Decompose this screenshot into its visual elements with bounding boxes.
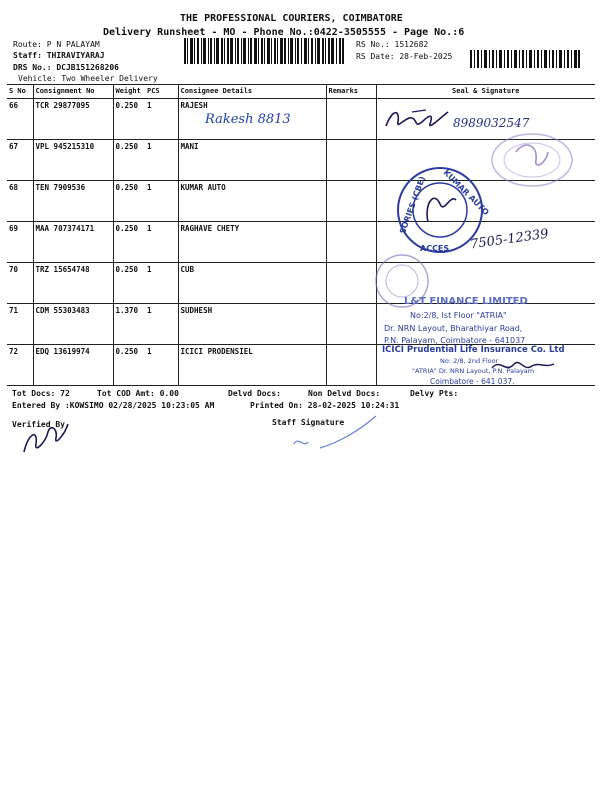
cell-consignment: MAA 707374171: [33, 222, 113, 263]
handwritten-phone: 8989032547: [453, 116, 530, 130]
route: Route: P N PALAYAM: [13, 40, 100, 49]
cell-weight: 0.250: [113, 140, 145, 181]
cell-weight: 0.250: [113, 263, 145, 304]
signature-icon: [488, 354, 558, 376]
cell-consignment: TRZ 15654748: [33, 263, 113, 304]
cell-pcs: 1: [145, 140, 178, 181]
cell-sno: 69: [7, 222, 33, 263]
delivery-points: Delvy Pts:: [410, 389, 459, 398]
col-remarks: Remarks: [326, 85, 376, 99]
cell-sno: 68: [7, 181, 33, 222]
lt-stamp-name: L&T FINANCE LIMITED: [404, 296, 528, 307]
icici-stamp-line: "ATRIA" Dr. NRN Layout, P.N. Palayam: [412, 367, 535, 375]
non-delivered-docs: Non Delvd Docs:: [308, 389, 381, 398]
cell-consignee: KUMAR AUTO: [178, 181, 326, 222]
cell-remarks: [326, 304, 376, 345]
table-header: [7, 85, 595, 99]
cell-remarks: [326, 140, 376, 181]
icici-stamp-line: Coimbatore - 641 037.: [430, 377, 515, 386]
icici-stamp-line: No: 2/8, 2nd Floor: [440, 357, 499, 365]
cell-remarks: [326, 99, 376, 140]
col-consignment: Consignment No: [33, 85, 113, 99]
faint-stamp-icon: [486, 130, 578, 190]
cell-consignee: SUDHESH: [178, 304, 326, 345]
cell-weight: 0.250: [113, 181, 145, 222]
vehicle: Vehicle: Two Wheeler Delivery: [18, 74, 158, 83]
cell-consignee: CUB: [178, 263, 326, 304]
cell-consignment: TCR 29877095: [33, 99, 113, 140]
signature-icon: [18, 414, 74, 458]
cell-sno: 67: [7, 140, 33, 181]
cell-pcs: 1: [145, 222, 178, 263]
cell-pcs: 1: [145, 99, 178, 140]
lt-stamp-line: Dr. NRN Layout, Bharathiyar Road,: [384, 324, 523, 333]
cell-consignment: CDM 55303483: [33, 304, 113, 345]
cell-remarks: [326, 345, 376, 386]
total-cod: Tot COD Amt: 0.00: [97, 389, 179, 398]
printed-on: Printed On: 28-02-2025 10:24:31: [250, 401, 400, 410]
cell-consignee: RAGHAVE CHETY: [178, 222, 326, 263]
cell-consignment: TEN 7909536: [33, 181, 113, 222]
cell-weight: 0.250: [113, 345, 145, 386]
stamp-text: SORIES (CBE): [398, 175, 428, 236]
barcode-icon: [184, 38, 344, 64]
staff: Staff: THIRAVIYARAJ: [13, 51, 105, 60]
cell-pcs: 1: [145, 263, 178, 304]
cell-consignee: ICICI PRODENSIEL: [178, 345, 326, 386]
handwritten-note: 7505-12339: [469, 226, 550, 253]
runsheet-title: Delivery Runsheet - MO - Phone No.:0422-3505555 - Page No.:6: [103, 27, 465, 38]
cell-weight: 0.250: [113, 222, 145, 263]
lt-stamp-line: No:2/8, Ist Floor "ATRIA": [410, 311, 507, 320]
col-consignee: Consignee Details: [178, 85, 326, 99]
stamp-text: KUMAR AUTO: [441, 168, 491, 218]
total-docs: Tot Docs: 72: [12, 389, 70, 398]
company-title: THE PROFESSIONAL COURIERS, COIMBATORE: [180, 13, 403, 24]
cell-remarks: [326, 263, 376, 304]
cell-sno: 70: [7, 263, 33, 304]
cell-weight: 1.370: [113, 304, 145, 345]
cell-pcs: 1: [145, 181, 178, 222]
barcode-small-icon: [470, 50, 580, 68]
staff-signature-label: Staff Signature: [272, 418, 345, 427]
col-pcs: PCS: [145, 85, 178, 99]
cell-consignment: VPL 945215310: [33, 140, 113, 181]
signature-icon: [382, 104, 452, 134]
drs-number: DRS No.: DCJB151268206: [13, 63, 119, 72]
cell-weight: 0.250: [113, 99, 145, 140]
cell-sno: 66: [7, 99, 33, 140]
cell-consignee: RAJESH: [178, 99, 326, 140]
signature-icon: [290, 414, 380, 454]
verified-by-label: Verified By: [12, 420, 65, 429]
col-sno: S No: [7, 85, 33, 99]
rs-date: RS Date: 28-Feb-2025: [356, 52, 453, 61]
col-seal: Seal & Signature: [376, 85, 595, 99]
cell-sno: 71: [7, 304, 33, 345]
stamp-text: ACCES: [420, 244, 450, 253]
lt-stamp-line: P.N. Palayam, Coimbatore - 641037: [384, 336, 526, 345]
cell-pcs: 1: [145, 345, 178, 386]
cell-consignee: MANI: [178, 140, 326, 181]
col-weight: Weight: [113, 85, 145, 99]
icici-stamp-name: ICICI Prudential Life Insurance Co. Ltd: [382, 345, 565, 355]
cell-remarks: [326, 222, 376, 263]
handwritten-name: Rakesh 8813: [205, 112, 291, 127]
cell-consignment: EDQ 13619974: [33, 345, 113, 386]
cell-sno: 72: [7, 345, 33, 386]
rs-number: RS No.: 1512682: [356, 40, 429, 49]
cell-pcs: 1: [145, 304, 178, 345]
cell-remarks: [326, 181, 376, 222]
delivered-docs: Delvd Docs:: [228, 389, 281, 398]
entered-by: Entered By :KOWSIMO 02/28/2025 10:23:05 AM: [12, 401, 215, 410]
